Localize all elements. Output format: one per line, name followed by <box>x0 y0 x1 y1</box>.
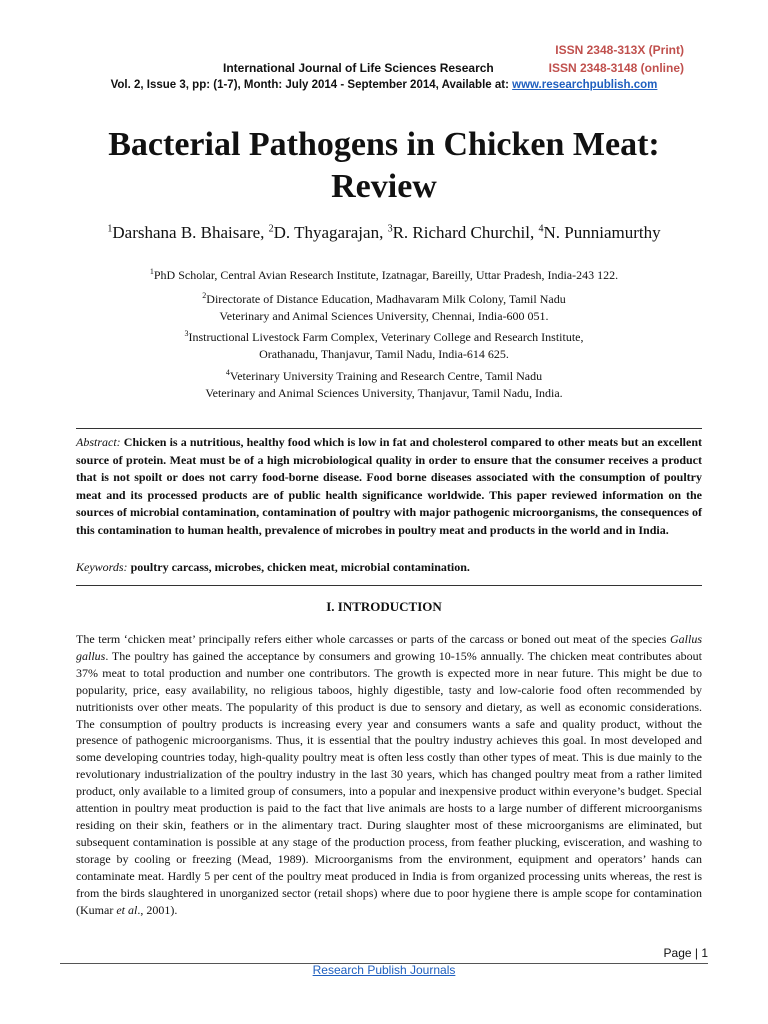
journal-name: International Journal of Life Sciences Research <box>223 61 494 75</box>
author-number: 2 <box>268 223 274 235</box>
affiliation-line: Veterinary University Training and Research Centre, Tamil Nadu <box>229 369 543 383</box>
introduction-paragraph <box>76 631 702 918</box>
keywords <box>76 560 702 575</box>
species-name: Gallus gallus <box>76 632 702 663</box>
issn-print: ISSN 2348-313X (Print) <box>555 43 684 57</box>
publisher-link[interactable]: Research Publish Journals <box>312 963 456 977</box>
journal-url-link[interactable]: www.researchpublish.com <box>512 79 658 91</box>
abstract-label: Abstract: <box>76 435 121 449</box>
affiliation-line: Veterinary and Animal Sciences University, Thanjavur, Tamil Nadu, India. <box>205 386 563 400</box>
intro-text: The term ‘chicken meat’ principally refers either whole carcasses or parts of the carcass or boned out meat of the species <box>76 632 670 646</box>
citation-etal: et al <box>116 902 138 917</box>
keywords-label: Keywords: <box>76 560 128 574</box>
affiliation-3 <box>0 325 768 363</box>
author-name: N. Punniamurthy <box>543 223 661 242</box>
affiliation-4 <box>0 364 768 402</box>
volume-line <box>0 79 768 91</box>
abstract-bottom-rule <box>76 585 702 586</box>
intro-text: ., 2001). <box>137 902 178 917</box>
volume-text: Vol. 2, Issue 3, pp: (1-7), Month: July 2014 - September 2014, Available at: <box>110 79 513 91</box>
paper-title: Bacterial Pathogens in Chicken Meat: Review <box>108 126 660 205</box>
abstract-text: Chicken is a nutritious, healthy food which is low in fat and cholesterol compared to other meats but an excellent source of protein. Meat must be of a high microbiological quality in order to ensure that the consumer receives a product that is not spoilt or does not carry food-borne disease. Food borne diseases associated with the consumption of poultry meat and its processed products are of public health significance worldwide. This paper reviewed information on the sources of microbial contamination, contamination of poultry with major pathogenic microorganisms, the consequences of this contamination to human health, prevalence of microbes in poultry meat and products in the world and in India. <box>76 435 702 537</box>
affiliation-line: Instructional Livestock Farm Complex, Veterinary College and Research Institute, <box>188 330 584 344</box>
section-heading: I. INTRODUCTION <box>326 599 442 614</box>
author-list: $^1$Darshana B. Bhaisare, $^2$D. Thyagarajan, $^3$R. Richard Churchil, $^4$N. Punniamurthy <box>107 223 661 242</box>
author-name: R. Richard Churchil <box>392 223 530 242</box>
affiliation-number: 1 <box>149 267 154 276</box>
author-name: Darshana B. Bhaisare <box>112 223 261 242</box>
affiliation-line: Veterinary and Animal Sciences University, Chennai, India-600 051. <box>219 309 549 323</box>
keywords-text: poultry carcass, microbes, chicken meat, microbial contamination. <box>130 560 470 574</box>
page-number: Page | 1 <box>663 946 708 960</box>
intro-text: . The poultry has gained the acceptance by consumers and growing 10-15% annually. The chicken meat contributes about 37% meat to total production and number one contributors. The growth is expected more in near future. This might be due to popularity, price, easy availability, no religious taboos, highly digestible, tasty and low-calorie food often recommended by nutritionists over other meats. The popularity of this product is due to sensory and dietary, as well as economic considerations. The consumption of poultry products is increasing every year and consumers wants a safe and quality product, without the presence of pathogenic microorganisms. Thus, it is essential that the poultry industry achieves this goal. In most developed and some developing countries today, high-quality poultry meat is often less costly than other types of meat. This is due mainly to the revolutionary industrialization of the poultry industry in the last 30 years, which has changed poultry meat from a rather limited product, only available to a limited group of consumers, into a popular and inexpensive product within everyone’s budget. Special attention in poultry meat production is paid to the fact that live animals are hosts to a large number of different microorganisms residing on their skin, feathers or in the alimentary tract. During slaughter most of these microorganisms are eliminated, but subsequent contamination is possible at any stage of the production process, from feather plucking, evisceration, and washing to storage by cooling or freezing (Mead, 1989). Microorganisms from the environment, equipment and operators’ hands can contaminate meat. Hardly 5 per cent of the poultry meat produced in India is from organized processing units whereas, the rest is from the birds slaughtered in unorganized sector (retail shops) where due to poor hygiene there is ample scope for contamination (Kumar <box>76 648 702 917</box>
author-number: 4 <box>538 223 544 235</box>
affiliation-1 <box>0 263 768 284</box>
abstract <box>76 434 702 539</box>
author-number: 3 <box>387 223 393 235</box>
affiliation-2 <box>0 287 768 325</box>
issn-online: ISSN 2348-3148 (online) <box>548 61 684 75</box>
affiliation-line: Directorate of Distance Education, Madhavaram Milk Colony, Tamil Nadu <box>206 292 566 306</box>
journal-header <box>223 61 684 75</box>
affiliation-number: 2 <box>202 291 207 300</box>
author-name: D. Thyagarajan <box>273 223 380 242</box>
affiliation-number: 4 <box>225 368 230 377</box>
affiliation-line: PhD Scholar, Central Avian Research Institute, Izatnagar, Bareilly, Uttar Pradesh, India-243 122. <box>153 268 619 282</box>
affiliation-number: 3 <box>184 329 189 338</box>
affiliation-line: Orathanadu, Thanjavur, Tamil Nadu, India-614 625. <box>259 347 509 361</box>
abstract-top-rule <box>76 428 702 429</box>
author-number: 1 <box>107 223 113 235</box>
footer <box>0 963 768 977</box>
